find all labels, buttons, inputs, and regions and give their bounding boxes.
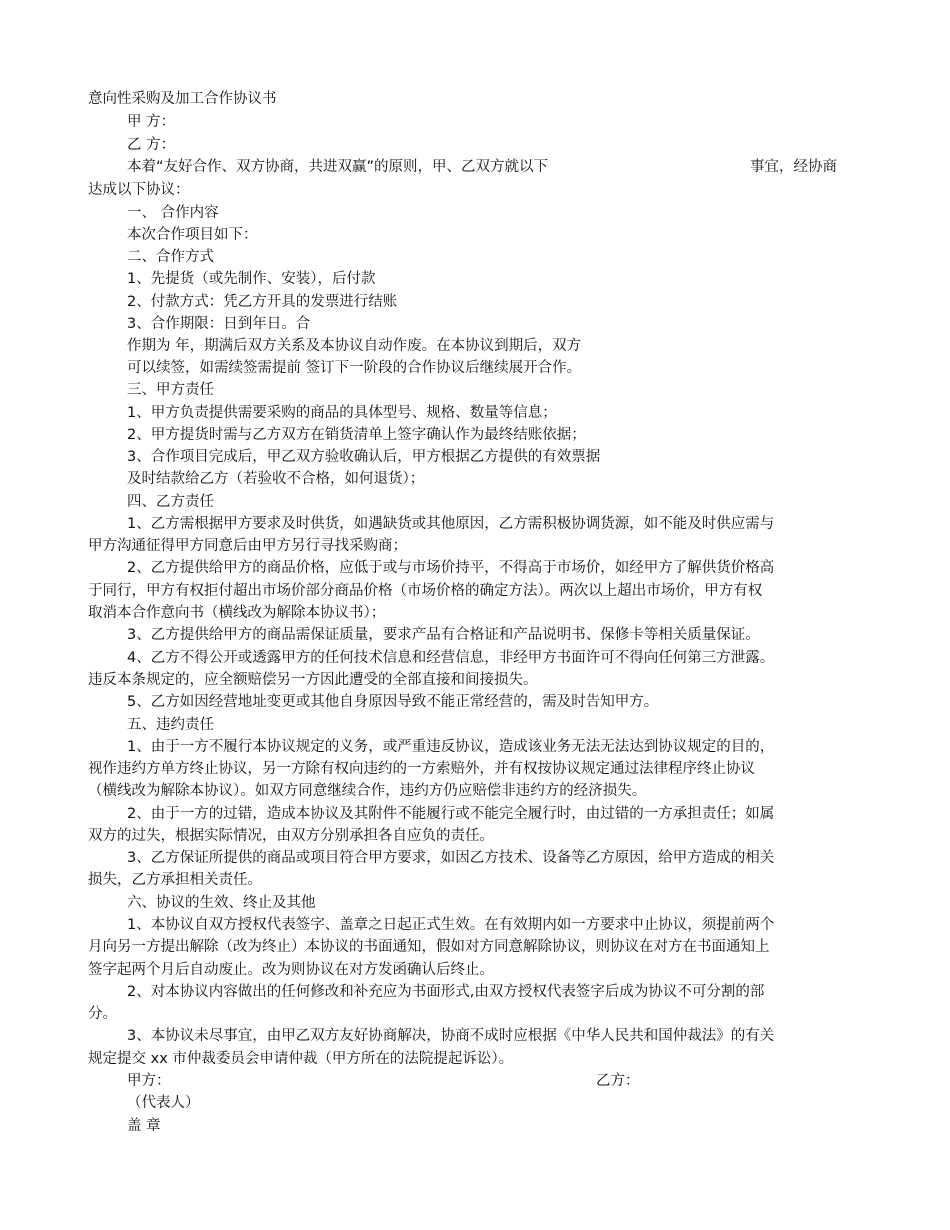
clause-line: 分。 [88, 1006, 117, 1022]
clause-line: 1、本协议自双方授权代表签字、盖章之日起正式生效。在有效期内如一方要求中止协议，须提前两个 [127, 917, 775, 933]
clause-line: 2、由于一方的过错，造成本协议及其附件不能履行或不能完全履行时，由过错的一方承担责任；如属 [127, 806, 775, 822]
section-heading-party-b-duties: 四、乙方责任 [127, 494, 214, 510]
clause-line: 视作违约方单方终止协议，另一方除有权向违约的一方索赔外，并有权按协议规定通过法律程序终止协议 [88, 761, 755, 777]
clause-line: 1、由于一方不履行本协议规定的义务，或严重违反协议，造成该业务无法无法达到协议规定的目的， [127, 739, 775, 755]
clause-line: （横线改为解除本协议）。如双方同意继续合作，违约方仍应赔偿非违约方的经济损失。 [88, 783, 647, 799]
section-heading-effect-termination: 六、协议的生效、终止及其他 [127, 895, 316, 911]
clause-line: 1、乙方需根据甲方要求及时供货，如遇缺货或其他原因，乙方需积极协调货源，如不能及时供应需与 [127, 516, 775, 532]
paragraph-line: 本次合作项目如下： [127, 227, 258, 243]
clause-line: 签字起两个月后自动废止。改为则协议在对方发函确认后终止。 [88, 962, 494, 978]
clause-line: 3、乙方保证所提供的商品或项目符合甲方要求，如因乙方技术、设备等乙方原因，给甲方造成的相关 [127, 850, 775, 866]
intro-line-end: 事宜，经协商 [750, 159, 837, 175]
party-b-line: 乙 方： [127, 137, 176, 153]
clause-line: 月向另一方提出解除（改为终止）本协议的书面通知，假如对方同意解除协议，则协议在对方在书面通知上 [88, 939, 770, 955]
clause-line: 双方的过失，根据实际情况，由双方分别承担各自应负的责任。 [88, 828, 494, 844]
intro-line-cont: 达成以下协议： [88, 182, 190, 198]
clause-line: 3、乙方提供给甲方的商品需保证质量，要求产品有合格证和产品说明书、保修卡等相关质量保证。 [127, 627, 760, 643]
section-heading-liability: 五、违约责任 [127, 717, 214, 733]
party-a-line: 甲 方： [127, 114, 176, 130]
clause-line: 1、先提货（或先制作、安装），后付款 [127, 271, 376, 287]
intro-line: 本着“友好合作、双方协商，共进双赢”的原则，甲、乙双方就以下 [127, 159, 549, 175]
clause-line: 3、合作项目完成后，甲乙双方验收确认后，甲方根据乙方提供的有效票据 [127, 449, 601, 465]
clause-line: 违反本条规定的，应全额赔偿另一方因此遭受的全部直接和间接损失。 [88, 672, 538, 688]
clause-line: 甲方沟通征得甲方同意后由甲方另行寻找采购商； [88, 538, 407, 554]
clause-line: 及时结款给乙方（若验收不合格，如何退货）； [127, 471, 425, 487]
clause-line: 3、本协议未尽事宜，由甲乙双方友好协商解决，协商不成时应根据《中华人民共和国仲裁法》的有关 [127, 1028, 775, 1044]
clause-line: 1、甲方负责提供需要采购的商品的具体型号、规格、数量等信息； [127, 405, 557, 421]
document-title: 意向性采购及加工合作协议书 [88, 91, 277, 107]
clause-line: 取消本合作意向书（横线改为解除本协议书）； [88, 605, 386, 621]
clause-line: 可以续签，如需续签需提前 签订下一阶段的合作协议后继续展开合作。 [127, 360, 582, 376]
clause-line: 损失，乙方承担相关责任。 [88, 872, 262, 888]
section-heading-party-a-duties: 三、甲方责任 [127, 382, 214, 398]
clause-line: 4、乙方不得公开或透露甲方的任何技术信息和经营信息，非经甲方书面许可不得向任何第三方泄露。 [127, 650, 775, 666]
clause-line: 作期为 年，期满后双方关系及本协议自动作废。在本协议到期后，双方 [127, 338, 582, 354]
clause-line: 2、对本协议内容做出的任何修改和补充应为书面形式,由双方授权代表签字后成为协议不可分割的部 [127, 984, 765, 1000]
clause-line: 2、甲方提货时需与乙方双方在销货清单上签字确认作为最终结账依据； [127, 427, 586, 443]
representative-label: （代表人） [127, 1095, 200, 1111]
clause-line: 规定提交 xx 市仲裁委员会申请仲裁（甲方所在的法院提起诉讼）。 [88, 1051, 514, 1067]
clause-line: 2、付款方式：凭乙方开具的发票进行结账 [127, 294, 398, 310]
signature-party-a: 甲方： [127, 1073, 171, 1089]
seal-label: 盖 章 [127, 1118, 161, 1134]
signature-party-b: 乙方： [596, 1073, 640, 1089]
clause-line: 2、乙方提供给甲方的商品价格，应低于或与市场价持平，不得高于市场价，如经甲方了解供货价格高 [127, 560, 775, 576]
section-heading-cooperation-content: 一、 合作内容 [127, 205, 219, 221]
section-heading-cooperation-method: 二、合作方式 [127, 249, 214, 265]
clause-line: 5、乙方如因经营地址变更或其他自身原因导致不能正常经营的，需及时告知甲方。 [127, 694, 659, 710]
clause-line: 于同行，甲方有权拒付超出市场价部分商品价格（市场价格的确定方法）。两次以上超出市场价，甲方有权 [88, 583, 763, 599]
clause-line: 3、合作期限：日到年日。合 [127, 316, 311, 332]
